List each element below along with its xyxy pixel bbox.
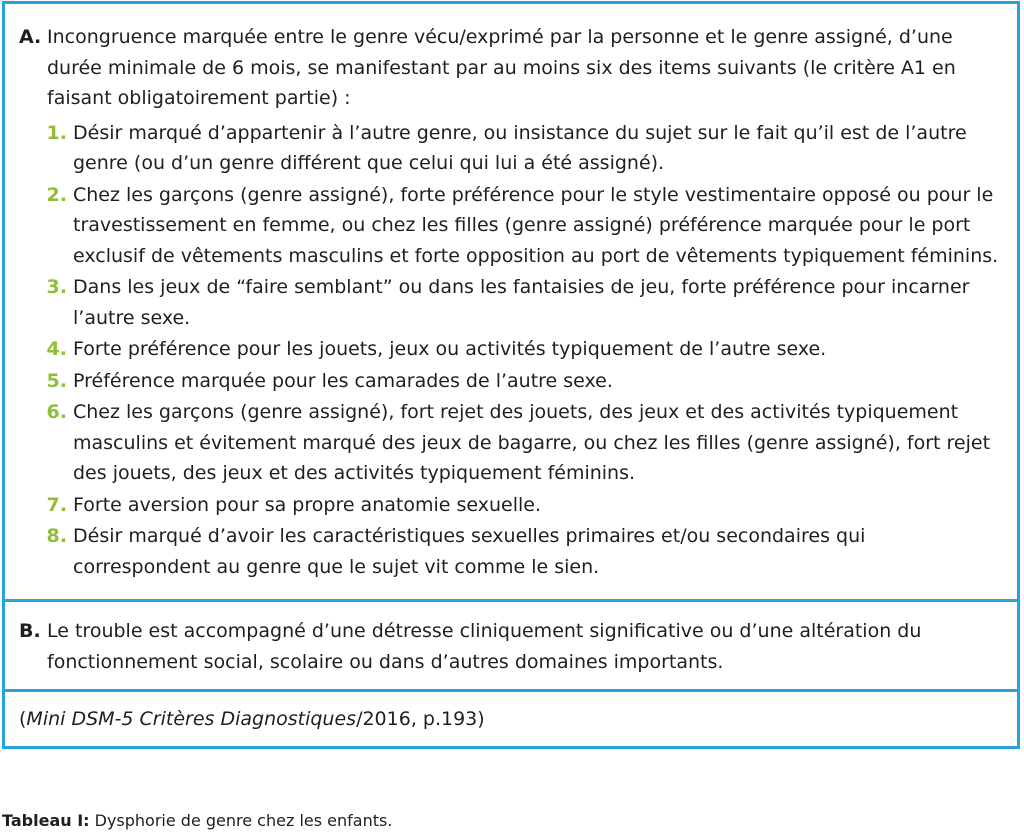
item-number: 1. — [46, 121, 67, 144]
criterion-a-text: Incongruence marquée entre le genre vécu/exprimé par la personne et le genre assigné, d’une durée minimale de 6 mois, se manifestant par au moins six des items suivants (le critère A1 en faisant obligatoirement partie) : — [47, 26, 956, 109]
criterion-a-item — [19, 334, 999, 365]
criterion-a-item — [19, 272, 999, 333]
item-text: Désir marqué d’appartenir à l’autre genre, ou insistance du sujet sur le fait qu’il est de l’autre genre (ou d’un genre différent que celui qui lui a été assigné). — [73, 121, 967, 174]
criterion-a-item — [19, 521, 999, 582]
item-number: 6. — [46, 401, 67, 423]
item-number: 2. — [46, 183, 67, 206]
criterion-a-item — [19, 490, 999, 521]
reference-title: Mini DSM-5 Critères Diagnostiques — [26, 708, 357, 730]
criterion-a-item — [19, 118, 999, 179]
item-number: 5. — [46, 369, 67, 392]
criterion-a-section — [5, 4, 1017, 602]
criterion-a-items — [19, 118, 999, 583]
table-caption — [2, 810, 392, 832]
item-number: 4. — [46, 338, 67, 360]
reference-section — [5, 692, 1017, 746]
item-number: 3. — [46, 276, 67, 298]
item-text: Forte préférence pour les jouets, jeux ou activités typiquement de l’autre sexe. — [73, 338, 827, 360]
criterion-b-text: Le trouble est accompagné d’une détresse cliniquement significative ou d’une altération du fonctionnement social, scolaire ou dans d’autres domaines importants. — [47, 620, 922, 673]
criterion-b-letter: B. — [19, 620, 41, 642]
criterion-a — [19, 22, 999, 114]
item-text: Préférence marquée pour les camarades de l’autre sexe. — [73, 369, 613, 392]
item-text: Dans les jeux de “faire semblant” ou dans les fantaisies de jeu, forte préférence pour incarner l’autre sexe. — [73, 276, 970, 329]
item-text: Chez les garçons (genre assigné), fort rejet des jouets, des jeux et des activités typiquement masculins et évitement marqué des jeux de bagarre, ou chez les filles (genre assigné), fort rejet des jouets, des jeux et des activités typiquement féminins. — [73, 401, 991, 484]
caption-text: Dysphorie de genre chez les enfants. — [89, 811, 393, 830]
criterion-b — [19, 616, 999, 677]
item-text: Désir marqué d’avoir les caractéristiques sexuelles primaires et/ou secondaires qui correspondent au genre que le sujet vit comme le sien. — [73, 525, 866, 578]
criterion-a-letter: A. — [19, 26, 42, 48]
criterion-a-item — [19, 397, 999, 489]
criterion-a-item — [19, 180, 999, 272]
criterion-a-item — [19, 366, 999, 397]
item-text: Forte aversion pour sa propre anatomie sexuelle. — [73, 493, 541, 516]
item-text: Chez les garçons (genre assigné), forte préférence pour le style vestimentaire opposé ou pour le travestissement en femme, ou chez les filles (genre assigné) préférence marquée pour le port exclusif de vêtements masculins et forte opposition au port de vêtements typiquement féminins. — [73, 183, 999, 267]
reference-rest: /2016, p.193) — [356, 708, 485, 730]
reference-open: ( — [19, 708, 27, 730]
criterion-b-section — [5, 602, 1017, 692]
item-number: 7. — [46, 493, 67, 516]
caption-label: Tableau I: — [2, 811, 90, 830]
criteria-table — [2, 1, 1020, 749]
item-number: 8. — [46, 525, 67, 547]
reference — [19, 704, 999, 734]
